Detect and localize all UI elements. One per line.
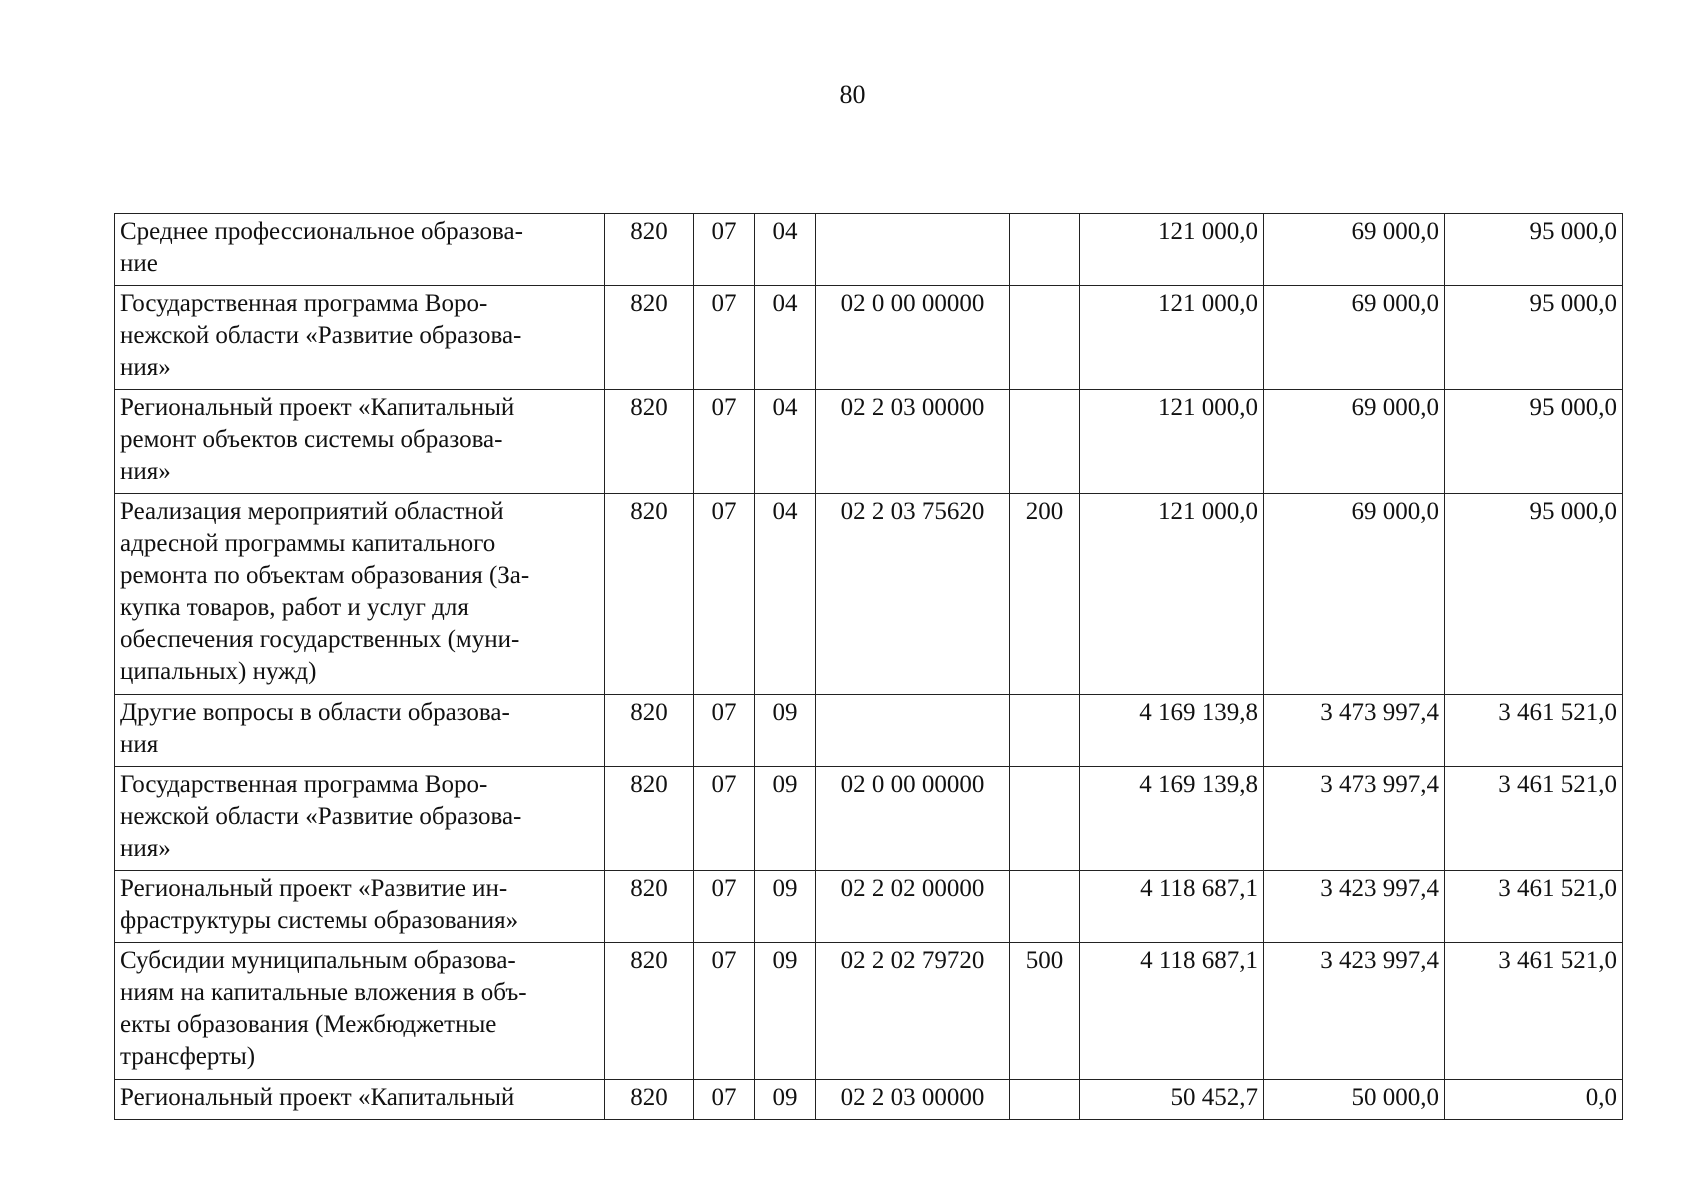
pr-cell: 04 (755, 214, 816, 286)
rz-cell: 07 (694, 494, 755, 695)
ved-cell: 820 (605, 494, 694, 695)
rz-cell: 07 (694, 943, 755, 1080)
pr-cell: 09 (755, 943, 816, 1080)
year1-amount: 4 118 687,1 (1080, 943, 1264, 1080)
ved-cell: 820 (605, 767, 694, 871)
vr-cell (1010, 286, 1080, 390)
vr-cell (1010, 390, 1080, 494)
year1-amount: 4 169 139,8 (1080, 767, 1264, 871)
budget-table (114, 213, 1623, 1120)
rz-cell: 07 (694, 695, 755, 767)
row-name: Субсидии муниципальным образова- ниям на капитальные вложения в объ- екты образования (Межбюджетные трансферты) (115, 943, 605, 1080)
table-row (115, 214, 1623, 286)
csr-cell: 02 0 00 00000 (816, 767, 1010, 871)
year2-amount: 69 000,0 (1264, 214, 1445, 286)
csr-cell: 02 2 02 79720 (816, 943, 1010, 1080)
vr-cell (1010, 695, 1080, 767)
pr-cell: 04 (755, 390, 816, 494)
rz-cell: 07 (694, 1080, 755, 1120)
ved-cell: 820 (605, 214, 694, 286)
year1-amount: 4 169 139,8 (1080, 695, 1264, 767)
csr-cell (816, 695, 1010, 767)
csr-cell: 02 2 03 00000 (816, 390, 1010, 494)
year1-amount: 121 000,0 (1080, 390, 1264, 494)
year2-amount: 3 423 997,4 (1264, 871, 1445, 943)
vr-cell (1010, 214, 1080, 286)
year2-amount: 69 000,0 (1264, 494, 1445, 695)
table-row (115, 943, 1623, 1080)
ved-cell: 820 (605, 871, 694, 943)
pr-cell: 09 (755, 871, 816, 943)
csr-cell: 02 0 00 00000 (816, 286, 1010, 390)
table-row (115, 767, 1623, 871)
year1-amount: 121 000,0 (1080, 214, 1264, 286)
row-name: Региональный проект «Развитие ин- фраструктуры системы образования» (115, 871, 605, 943)
row-name: Другие вопросы в области образова- ния (115, 695, 605, 767)
year2-amount: 69 000,0 (1264, 390, 1445, 494)
ved-cell: 820 (605, 1080, 694, 1120)
year3-amount: 0,0 (1445, 1080, 1623, 1120)
table-row (115, 494, 1623, 695)
year3-amount: 3 461 521,0 (1445, 943, 1623, 1080)
year2-amount: 69 000,0 (1264, 286, 1445, 390)
row-name: Региональный проект «Капитальный ремонт объектов системы образова- ния» (115, 390, 605, 494)
csr-cell (816, 214, 1010, 286)
year1-amount: 4 118 687,1 (1080, 871, 1264, 943)
row-name: Государственная программа Воро- нежской области «Развитие образова- ния» (115, 767, 605, 871)
table-row (115, 390, 1623, 494)
vr-cell (1010, 767, 1080, 871)
vr-cell: 200 (1010, 494, 1080, 695)
row-name: Реализация мероприятий областной адресной программы капитального ремонта по объектам образования (За- купка товаров, работ и услуг для обеспечения государственных (муни- ципальных) нужд) (115, 494, 605, 695)
rz-cell: 07 (694, 390, 755, 494)
year3-amount: 95 000,0 (1445, 390, 1623, 494)
table-row (115, 695, 1623, 767)
year1-amount: 121 000,0 (1080, 494, 1264, 695)
vr-cell: 500 (1010, 943, 1080, 1080)
rz-cell: 07 (694, 767, 755, 871)
rz-cell: 07 (694, 871, 755, 943)
year2-amount: 3 473 997,4 (1264, 767, 1445, 871)
pr-cell: 04 (755, 494, 816, 695)
year3-amount: 3 461 521,0 (1445, 767, 1623, 871)
vr-cell (1010, 1080, 1080, 1120)
page-number: 80 (839, 80, 866, 109)
year3-amount: 3 461 521,0 (1445, 695, 1623, 767)
table-row (115, 871, 1623, 943)
year3-amount: 95 000,0 (1445, 286, 1623, 390)
rz-cell: 07 (694, 286, 755, 390)
row-name: Региональный проект «Капитальный (115, 1080, 605, 1120)
year2-amount: 3 423 997,4 (1264, 943, 1445, 1080)
row-name: Среднее профессиональное образова- ние (115, 214, 605, 286)
ved-cell: 820 (605, 390, 694, 494)
pr-cell: 04 (755, 286, 816, 390)
year2-amount: 50 000,0 (1264, 1080, 1445, 1120)
year3-amount: 3 461 521,0 (1445, 871, 1623, 943)
row-name: Государственная программа Воро- нежской области «Развитие образова- ния» (115, 286, 605, 390)
rz-cell: 07 (694, 214, 755, 286)
year2-amount: 3 473 997,4 (1264, 695, 1445, 767)
pr-cell: 09 (755, 695, 816, 767)
vr-cell (1010, 871, 1080, 943)
csr-cell: 02 2 02 00000 (816, 871, 1010, 943)
table-row (115, 286, 1623, 390)
year1-amount: 50 452,7 (1080, 1080, 1264, 1120)
ved-cell: 820 (605, 943, 694, 1080)
ved-cell: 820 (605, 286, 694, 390)
table-row (115, 1080, 1623, 1120)
ved-cell: 820 (605, 695, 694, 767)
pr-cell: 09 (755, 767, 816, 871)
year1-amount: 121 000,0 (1080, 286, 1264, 390)
year3-amount: 95 000,0 (1445, 214, 1623, 286)
pr-cell: 09 (755, 1080, 816, 1120)
year3-amount: 95 000,0 (1445, 494, 1623, 695)
csr-cell: 02 2 03 75620 (816, 494, 1010, 695)
csr-cell: 02 2 03 00000 (816, 1080, 1010, 1120)
